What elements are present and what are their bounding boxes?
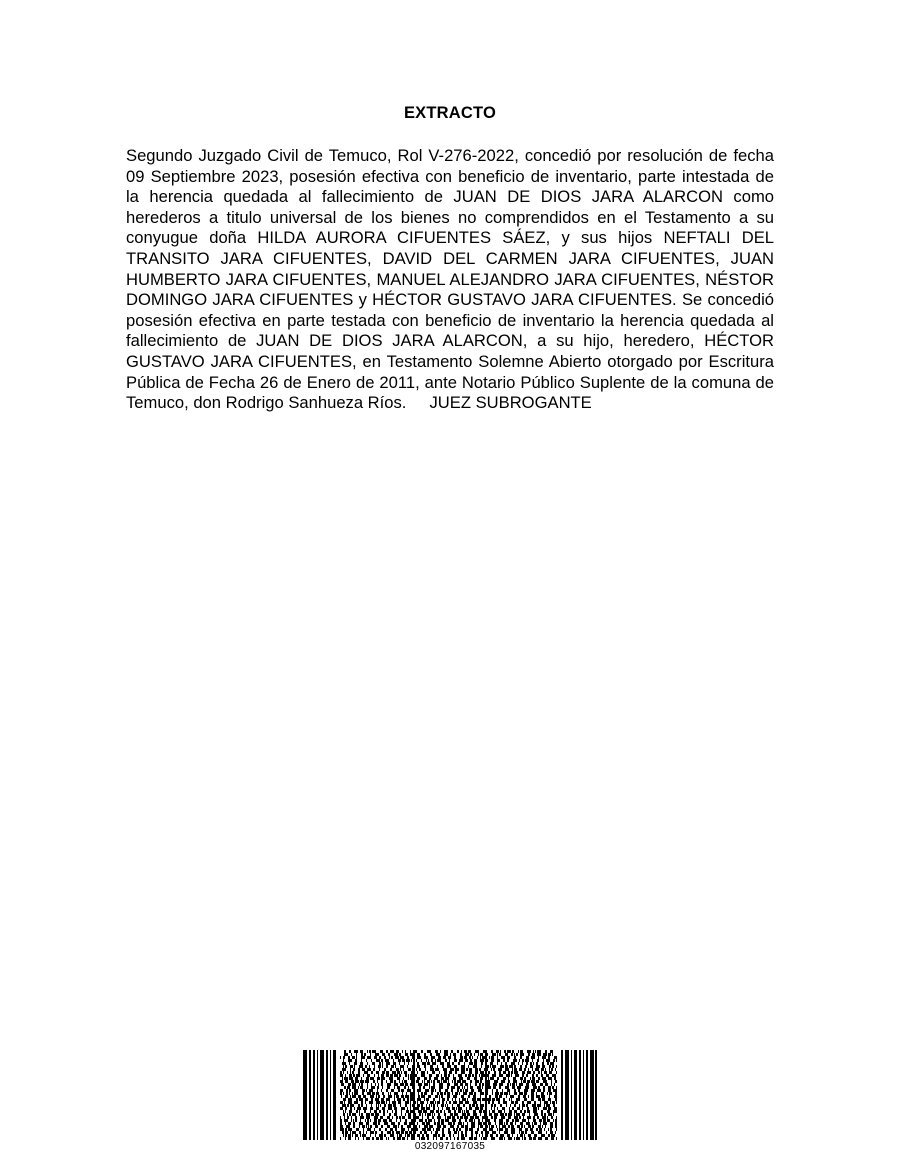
document-title: EXTRACTO [403, 104, 497, 122]
extract-body [126, 146, 774, 414]
barcode-number: 032097167035 [414, 1141, 486, 1152]
extract-text: Segundo Juzgado Civil de Temuco, Rol V-276-2022, concedió por resolución de fecha 09 Septiembre 2023, posesión efectiva con beneficio de inventario, parte intestada de la herencia quedada al fallecimiento de JUAN DE DIOS JARA ALARCON como herederos a titulo universal de los bienes no comprendidos en el Testamento a su conyugue doña HILDA AURORA CIFUENTES SÁEZ, y sus hijos NEFTALI DEL TRANSITO JARA CIFUENTES, DAVID DEL CARMEN JARA CIFUENTES, JUAN HUMBERTO JARA CIFUENTES, MANUEL ALEJANDRO JARA CIFUENTES, NÉSTOR DOMINGO JARA CIFUENTES y HÉCTOR GUSTAVO JARA CIFUENTES. Se concedió posesión efectiva en parte testada con beneficio de inventario la herencia quedada al fallecimiento de JUAN DE DIOS JARA ALARCON, a su hijo, heredero, HÉCTOR GUSTAVO JARA CIFUENTES, en Testamento Solemne Abierto otorgado por Escritura Pública de Fecha 26 de Enero de 2011, ante Notario Público Suplente de la comuna de Temuco, don Rodrigo Sanhueza Ríos. [126, 146, 774, 413]
2d-barcode-icon [303, 1050, 597, 1140]
signature-label: JUEZ SUBROGANTE [429, 393, 592, 413]
